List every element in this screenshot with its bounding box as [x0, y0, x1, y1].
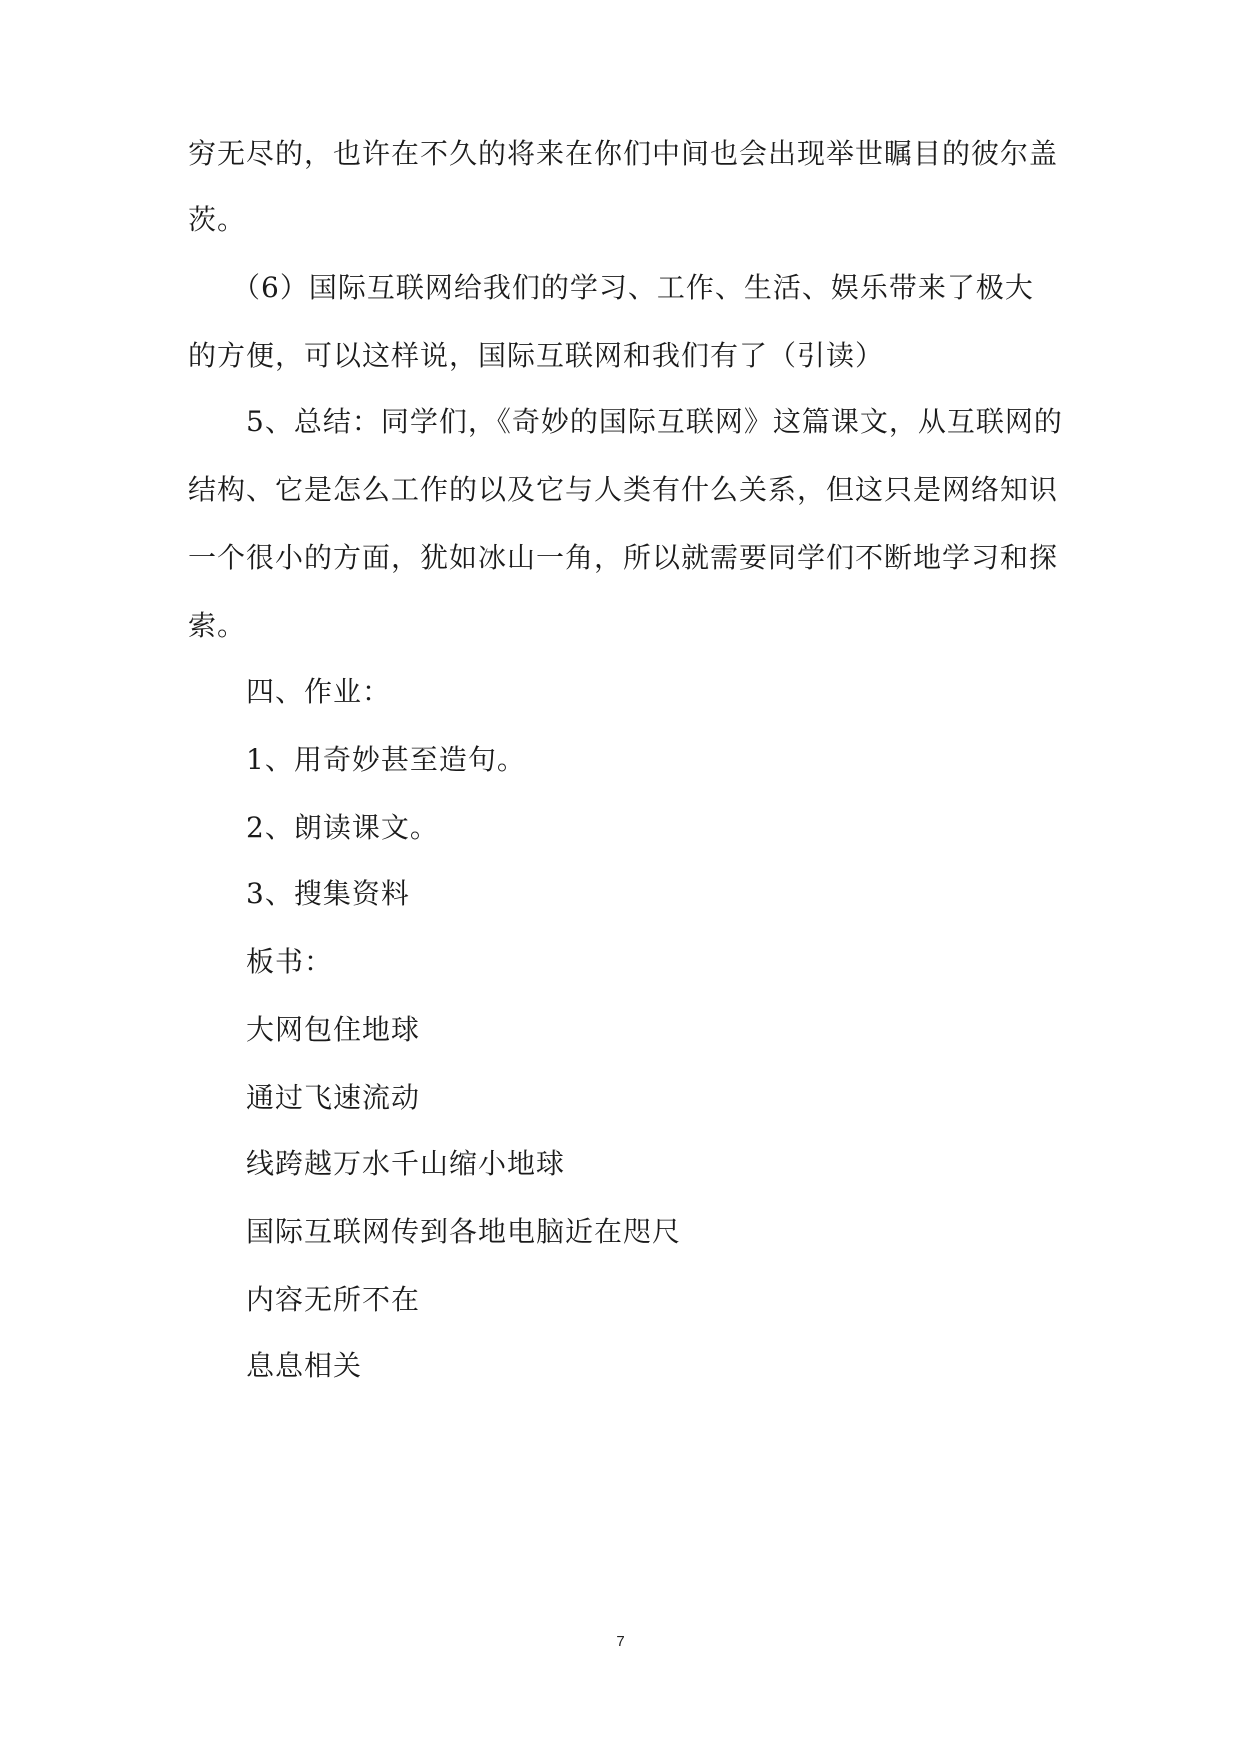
board-heading: 板书： — [246, 945, 334, 978]
page-number: 7 — [616, 1633, 625, 1650]
paragraph-line: 的方便，可以这样说，国际互联网和我们有了（引读） — [188, 339, 885, 372]
paragraph-line: 穷无尽的，也许在不久的将来在你们中间也会出现举世瞩目的彼尔盖 — [188, 137, 1059, 170]
homework-item: 1、用奇妙甚至造句。 — [246, 743, 526, 776]
board-line: 息息相关 — [246, 1349, 363, 1382]
homework-item: 3、搜集资料 — [246, 877, 410, 910]
paragraph-line: 索。 — [188, 609, 247, 642]
homework-heading: 四、作业： — [246, 675, 392, 708]
board-line: 内容无所不在 — [246, 1283, 421, 1316]
board-line: 线跨越万水千山缩小地球 — [246, 1147, 566, 1180]
paragraph-line: 5、总结：同学们，《奇妙的国际互联网》这篇课文，从互联网的 — [246, 405, 1063, 438]
board-line: 通过飞速流动 — [246, 1081, 421, 1114]
board-line: 大网包住地球 — [246, 1013, 421, 1046]
paragraph-line: 一个很小的方面，犹如冰山一角，所以就需要同学们不断地学习和探 — [188, 541, 1059, 574]
board-line: 国际互联网传到各地电脑近在咫尺 — [246, 1215, 682, 1248]
paragraph-line: （6）国际互联网给我们的学习、工作、生活、娱乐带来了极大 — [232, 271, 1034, 304]
homework-item: 2、朗读课文。 — [246, 811, 439, 844]
paragraph-line: 结构、它是怎么工作的以及它与人类有什么关系，但这只是网络知识 — [188, 473, 1059, 506]
paragraph-line: 茨。 — [188, 203, 247, 236]
